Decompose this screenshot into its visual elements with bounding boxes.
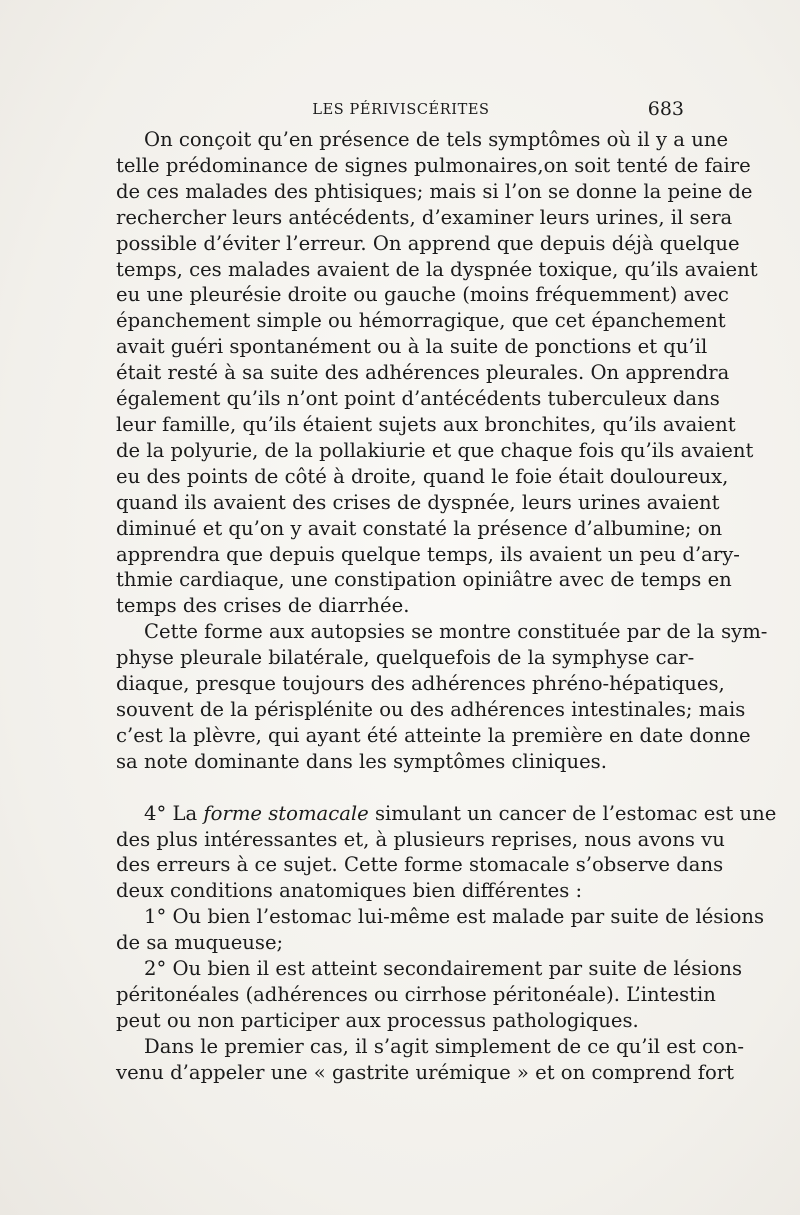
text-line: était resté à sa suite des adhérences pleurales. On apprendra bbox=[116, 361, 730, 385]
paragraph bbox=[116, 127, 758, 619]
text-line: souvent de la périsplénite ou des adhérences intestinales; mais bbox=[116, 697, 746, 721]
text-line: physe pleurale bilatérale, quelquefois de la symphyse car- bbox=[116, 646, 695, 670]
text-line: thmie cardiaque, une constipation opiniâtre avec de temps en bbox=[116, 568, 732, 592]
text-line: péritonéales (adhérences ou cirrhose péritonéale). L’intestin bbox=[116, 983, 716, 1006]
text-line: peut ou non participer aux processus pathologiques. bbox=[116, 1008, 639, 1032]
text-line: des plus intéressantes et, à plusieurs reprises, nous avons vu bbox=[116, 827, 725, 851]
section-gap bbox=[116, 775, 684, 801]
running-head bbox=[118, 98, 684, 122]
text-line bbox=[116, 801, 777, 827]
text-line: leur famille, qu’ils étaient sujets aux bronchites, qu’ils avaient bbox=[116, 412, 736, 436]
body-text bbox=[116, 127, 777, 1086]
running-title: LES PÉRIVISCÉRITES bbox=[312, 102, 490, 118]
text-line: des erreurs à ce sujet. Cette forme stomacale s’observe dans bbox=[116, 853, 724, 877]
italic-term: forme stomacale bbox=[203, 801, 369, 825]
text-line: eu une pleurésie droite ou gauche (moins fréquemment) avec bbox=[116, 283, 729, 307]
text-line: quand ils avaient des crises de dyspnée, leurs urines avaient bbox=[116, 490, 720, 514]
text-line: venu d’appeler une « gastrite urémique » et on comprend fort bbox=[116, 1060, 734, 1084]
text-line: temps des crises de diarrhée. bbox=[116, 594, 410, 618]
text-line: c’est la plèvre, qui ayant été atteinte la première en date donne bbox=[116, 723, 751, 747]
text-line: Dans le premier cas, il s’agit simplement de ce qu’il est con- bbox=[144, 1034, 745, 1058]
text-line: sa note dominante dans les symptômes cliniques. bbox=[116, 749, 607, 773]
text-line: temps, ces malades avaient de la dyspnée toxique, qu’ils avaient bbox=[116, 257, 758, 281]
text-line: diminué et qu’on y avait constaté la présence d’albumine; on bbox=[116, 516, 723, 540]
text-run: simulant un cancer de l’estomac est une bbox=[368, 801, 777, 825]
text-line: Cette forme aux autopsies se montre constituée par de la sym- bbox=[144, 620, 768, 644]
page-number: 683 bbox=[647, 98, 684, 120]
paragraph bbox=[116, 956, 743, 1034]
text-line: également qu’ils n’ont point d’antécédents tuberculeux dans bbox=[116, 387, 720, 411]
text-line: apprendra que depuis quelque temps, ils avaient un peu d’ary- bbox=[116, 542, 740, 566]
text-line: de ces malades des phtisiques; mais si l’on se donne la peine de bbox=[116, 179, 753, 203]
text-line: de sa muqueuse; bbox=[116, 931, 284, 955]
text-line: possible d’éviter l’erreur. On apprend que depuis déjà quelque bbox=[116, 231, 740, 255]
text-line: rechercher leurs antécédents, d’examiner leurs urines, il sera bbox=[116, 205, 733, 229]
text-line: de la polyurie, de la pollakiurie et que chaque fois qu’ils avaient bbox=[116, 438, 754, 462]
text-line: telle prédominance de signes pulmonaires,on soit tenté de faire bbox=[116, 153, 751, 177]
text-line: deux conditions anatomiques bien différentes : bbox=[116, 879, 583, 903]
text-line: eu des points de côté à droite, quand le foie était douloureux, bbox=[116, 464, 729, 488]
text-run: 4° La bbox=[144, 801, 204, 825]
paragraph bbox=[116, 904, 765, 956]
text-line: 2° Ou bien il est atteint secondairement par suite de lésions bbox=[144, 957, 743, 981]
paragraph bbox=[116, 1034, 745, 1086]
text-line: 1° Ou bien l’estomac lui-même est malade par suite de lésions bbox=[144, 905, 765, 929]
paragraph bbox=[116, 619, 768, 774]
paragraph bbox=[116, 801, 777, 905]
text-line: On conçoit qu’en présence de tels symptômes où il y a une bbox=[144, 128, 729, 151]
text-line: épanchement simple ou hémorragique, que cet épanchement bbox=[116, 309, 726, 333]
text-line: diaque, presque toujours des adhérences phréno-hépatiques, bbox=[116, 672, 725, 696]
text-line: avait guéri spontanément ou à la suite de ponctions et qu’il bbox=[116, 335, 708, 359]
